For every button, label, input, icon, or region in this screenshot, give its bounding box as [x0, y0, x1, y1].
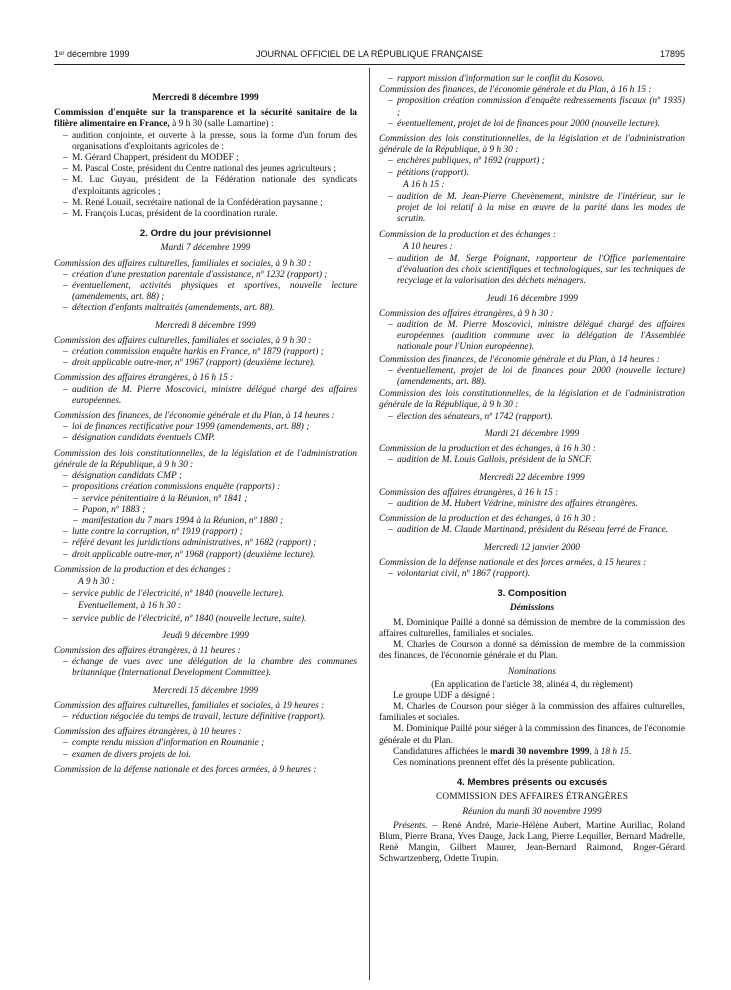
meeting-heading: Réunion du mardi 30 novembre 1999 — [462, 806, 602, 817]
paragraph: Le groupe UDF a désigné : — [393, 690, 495, 701]
agenda-list — [54, 589, 357, 600]
column-separator — [369, 68, 370, 980]
paragraph: M. Dominique Paillé a donné sa démission de membre de la commission des affaires culturelles, familiales et sociales. — [379, 617, 685, 639]
agenda-item: – élection des sénateurs, nº 1742 (rapport). — [389, 412, 685, 423]
agenda-item: – loi de finances rectificative pour 1999 (amendements, art. 88) ; — [64, 422, 357, 433]
subsection-heading: Nominations — [508, 667, 556, 678]
agenda-item: – audition de M. Claude Martinand, président du Réseau ferré de France. — [389, 525, 685, 536]
left-column — [54, 93, 357, 776]
agenda-list — [379, 156, 685, 178]
commission-name: Commission d'enquête sur la transparence et la sécurité sanitaire de la filière alimentaire en France, — [54, 108, 357, 130]
day-heading: Jeudi 9 décembre 1999 — [162, 630, 249, 641]
header-date: 1ᵉʳ décembre 1999 — [54, 49, 130, 59]
agenda-list — [54, 422, 357, 444]
agenda-list — [379, 412, 685, 423]
commission-entry: Commission des finances, de l'économie générale et du Plan, à 16 h 15 : — [379, 85, 652, 96]
agenda-item: – éventuellement, projet de loi de finances pour 2000 (nouvelle lecture). — [389, 119, 685, 130]
commission-entry: Commission des lois constitutionnelles, de la législation et de l'administration générale de la République, à 9 h 30 : — [379, 134, 685, 156]
time-heading: A 9 h 30 : — [78, 576, 115, 587]
commission-entry: Commission des lois constitutionnelles, de la législation et de l'administration générale de la République, à 9 h 30 : — [379, 389, 685, 411]
agenda-item: – M. Luc Guyau, président de la Fédération nationale des syndicats d'exploitants agricoles ; — [64, 175, 357, 197]
agenda-item: – droit applicable outre-mer, nº 1968 (rapport) (deuxième lecture). — [64, 550, 357, 561]
commission-entry: Commission de la production et des échanges : — [54, 564, 231, 575]
subsection-heading: Démissions — [509, 603, 555, 614]
agenda-subitem: – service pénitentiaire à la Réunion, nº 1841 ; — [74, 494, 357, 505]
agenda-item: – enchères publiques, nº 1692 (rapport) ; — [389, 156, 685, 167]
day-heading: Mercredi 22 décembre 1999 — [479, 472, 585, 483]
agenda-list — [379, 455, 685, 466]
agenda-item: – M. Gérard Chappert, président du MODEF ; — [64, 153, 357, 164]
commission-entry: Commission des finances, de l'économie générale et du Plan, à 14 heures : — [379, 354, 660, 365]
commission-entry: Commission des affaires étrangères, à 10 heures : — [54, 727, 242, 738]
paragraph: M. Dominique Paillé pour siéger à la commission des finances, de l'économie générale et du Plan. — [379, 724, 685, 746]
header-rule — [54, 64, 685, 65]
agenda-subitem: – Papon, nº 1883 ; — [74, 505, 357, 516]
agenda-list — [379, 192, 685, 226]
agenda-list — [379, 96, 685, 130]
attendees-label: Présents. — [393, 820, 428, 831]
commission-entry: Commission de la défense nationale et des forces armées, à 15 heures : — [379, 557, 647, 568]
agenda-item: – proposition création commission d'enquête redressements fiscaux (nº 1935) ; — [389, 96, 685, 118]
commission-entry: Commission des affaires culturelles, familiales et sociales, à 9 h 30 : — [54, 335, 312, 346]
commission-entry: Commission des affaires étrangères, à 16 h 15 : — [54, 373, 234, 384]
agenda-list — [54, 131, 357, 221]
day-heading: Mardi 21 décembre 1999 — [484, 428, 580, 439]
text-run: Candidatures affichées le — [393, 746, 490, 757]
agenda-item: – rapport mission d'information sur le conflit du Kosovo. — [389, 74, 685, 85]
commission-entry: Commission des affaires étrangères, à 11 heures : — [54, 645, 241, 656]
commission-entry: Commission de la production et des échanges, à 16 h 30 : — [379, 514, 596, 525]
agenda-sublist — [54, 494, 357, 528]
agenda-item: – désignation candidats CMP ; — [64, 471, 357, 482]
time-heading: A 10 heures : — [403, 241, 453, 252]
agenda-item: – audition de M. Pierre Moscovici, ministre délégué chargé des affaires européennes. — [64, 385, 357, 407]
agenda-item: – examen de divers projets de loi. — [64, 750, 357, 761]
section-heading: 3. Composition — [497, 588, 567, 600]
paragraph: M. Charles de Courson pour siéger à la commission des affaires culturelles, familiales et sociales. — [379, 701, 685, 724]
day-heading: Jeudi 16 décembre 1999 — [486, 293, 578, 304]
agenda-list — [379, 74, 685, 85]
agenda-list — [54, 527, 357, 561]
commission-entry — [54, 108, 357, 130]
agenda-item: – audition conjointe, et ouverte à la presse, sous la forme d'un forum des organisations d'exploitants agricoles de : — [64, 131, 357, 153]
commission-entry: Commission de la production et des échanges, à 16 h 30 : — [379, 444, 596, 455]
paragraph: M. Charles de Courson a donné sa démission de membre de la commission des finances, de l'économie générale et du Plan. — [379, 639, 685, 662]
attendees-list: – René André, Marie-Hélène Aubert, Martine Aurillac, Roland Blum, Pierre Brana, Yves Dauge, Jack Lang, Pierre Lequiller, Bernard Madrelle, René Mangin, Gilbert Maurer, Jean-Bernard Raimond, Roger-Gérard Schwartzenberg, Odette Trupin. — [379, 820, 685, 865]
right-column — [379, 74, 685, 866]
agenda-list — [54, 471, 357, 493]
agenda-item: – désignation candidats éventuels CMP. — [64, 433, 357, 444]
agenda-item: – pétitions (rapport). — [389, 168, 685, 179]
paragraph: Ces nominations prennent effet dès la présente publication. — [393, 757, 615, 768]
attendees — [379, 821, 685, 866]
agenda-list — [379, 525, 685, 536]
agenda-item: – échange de vues avec une délégation de la chambre des communes britannique (International Development Committee). — [64, 657, 357, 679]
agenda-item: – référé devant les juridictions administratives, nº 1682 (rapport) ; — [64, 538, 357, 549]
day-heading: Mercredi 8 décembre 1999 — [155, 320, 256, 331]
agenda-list — [379, 569, 685, 580]
agenda-item: – M. René Louail, secrétaire national de la Confédération paysanne ; — [64, 198, 357, 209]
commission-entry: Commission des lois constitutionnelles, de la législation et de l'administration générale de la République, à 9 h 30 : — [54, 448, 357, 470]
agenda-item: – détection d'enfants maltraités (amendements, art. 88). — [64, 303, 357, 314]
agenda-list — [54, 614, 357, 625]
agenda-subitem: – manifestation du 7 mars 1994 à la Réunion, nº 1880 ; — [74, 516, 357, 527]
commission-time: à 9 h 30 (salle Lamartine) : — [169, 119, 274, 130]
agenda-item: – lutte contre la corruption, nº 1919 (rapport) ; — [64, 527, 357, 538]
section-heading: 2. Ordre du jour prévisionnel — [139, 228, 272, 240]
agenda-item: – création commission enquête harkis en France, nº 1879 (rapport) ; — [64, 347, 357, 358]
agenda-item: – service public de l'électricité, nº 1840 (nouvelle lecture, suite). — [64, 614, 357, 625]
agenda-item: – éventuellement, activités physiques et sportives, nouvelle lecture (amendements, art. 88) ; — [64, 281, 357, 303]
text-run: , à — [589, 746, 601, 757]
agenda-item: – audition de M. Hubert Védrine, ministre des affaires étrangères. — [389, 499, 685, 510]
agenda-item: – audition de M. Jean-Pierre Chevènement, ministre de l'intérieur, sur le projet de loi relatif à la mise en œuvre de la parité dans les modes de scrutin. — [389, 192, 685, 226]
agenda-item: – audition de M. Pierre Moscovici, ministre délégué chargé des affaires européennes (audition commune avec la délégation de l'Assemblée nationale pour l'Union européenne). — [389, 320, 685, 354]
agenda-list — [379, 499, 685, 510]
agenda-list — [379, 366, 685, 388]
journal-title: JOURNAL OFFICIEL DE LA RÉPUBLIQUE FRANÇAISE — [256, 49, 483, 59]
time-heading: A 16 h 15 : — [403, 179, 445, 190]
agenda-item: – audition de M. Louis Gallois, président de la SNCF. — [389, 455, 685, 466]
day-heading: Mercredi 15 décembre 1999 — [152, 685, 259, 696]
text-run: mardi 30 novembre 1999 — [489, 746, 590, 757]
agenda-list — [54, 270, 357, 315]
day-heading: Mercredi 8 décembre 1999 — [152, 93, 259, 103]
commission-heading: COMMISSION DES AFFAIRES ÉTRANGÈRES — [435, 792, 629, 803]
section-heading: 4. Membres présents ou excusés — [456, 777, 608, 789]
agenda-list — [54, 385, 357, 407]
agenda-list — [379, 320, 685, 354]
paragraph: (En application de l'article 38, alinéa 4, du règlement) — [431, 679, 633, 690]
agenda-item: – service public de l'électricité, nº 1840 (nouvelle lecture). — [64, 589, 357, 600]
page-number: 17895 — [659, 49, 685, 59]
agenda-item: – M. Pascal Coste, président du Centre national des jeunes agriculteurs ; — [64, 164, 357, 175]
agenda-item: – compte rendu mission d'information en Roumanie ; — [64, 738, 357, 749]
paragraph — [379, 747, 685, 758]
agenda-item: – propositions création commissions enquête (rapports) : — [64, 482, 357, 493]
agenda-list — [54, 347, 357, 369]
agenda-item: – réduction négociée du temps de travail, lecture définitive (rapport). — [64, 712, 357, 723]
agenda-item: – création d'une prestation parentale d'assistance, nº 1232 (rapport) ; — [64, 270, 357, 281]
day-heading: Mercredi 12 janvier 2000 — [484, 542, 580, 553]
day-heading: Mardi 7 décembre 1999 — [160, 243, 251, 254]
time-heading: Eventuellement, à 16 h 30 : — [78, 601, 182, 612]
commission-entry: Commission des affaires étrangères, à 9 h 30 : — [379, 308, 554, 319]
agenda-list — [54, 738, 357, 760]
agenda-list — [54, 712, 357, 723]
agenda-item: – audition de M. Serge Poignant, rapporteur de l'Office parlementaire d'évaluation des choix scientifiques et technologiques, sur les techniques de recyclage et la valorisation des déchets ménagers. — [389, 254, 685, 288]
running-header — [54, 49, 685, 63]
commission-entry: Commission de la défense nationale et des forces armées, à 9 heures : — [54, 764, 317, 775]
agenda-item: – éventuellement, projet de loi de finances pour 2000 (nouvelle lecture) (amendements, art. 88). — [389, 366, 685, 388]
agenda-item: – M. François Lucas, président de la coordination rurale. — [64, 209, 357, 220]
agenda-list — [54, 657, 357, 679]
commission-entry: Commission des affaires culturelles, familiales et sociales, à 9 h 30 : — [54, 258, 312, 269]
agenda-item: – volontariat civil, nº 1867 (rapport). — [389, 569, 685, 580]
text-run: 18 h 15 — [600, 746, 629, 757]
commission-entry: Commission des affaires culturelles, familiales et sociales, à 19 heures : — [54, 700, 325, 711]
agenda-item: – droit applicable outre-mer, nº 1967 (rapport) (deuxième lecture). — [64, 358, 357, 369]
commission-entry: Commission des affaires étrangères, à 16 h 15 : — [379, 487, 559, 498]
commission-entry: Commission de la production et des échanges : — [379, 229, 556, 240]
commission-entry: Commission des finances, de l'économie générale et du Plan, à 14 heures : — [54, 411, 335, 422]
text-run: . — [628, 746, 632, 757]
agenda-list — [379, 254, 685, 288]
